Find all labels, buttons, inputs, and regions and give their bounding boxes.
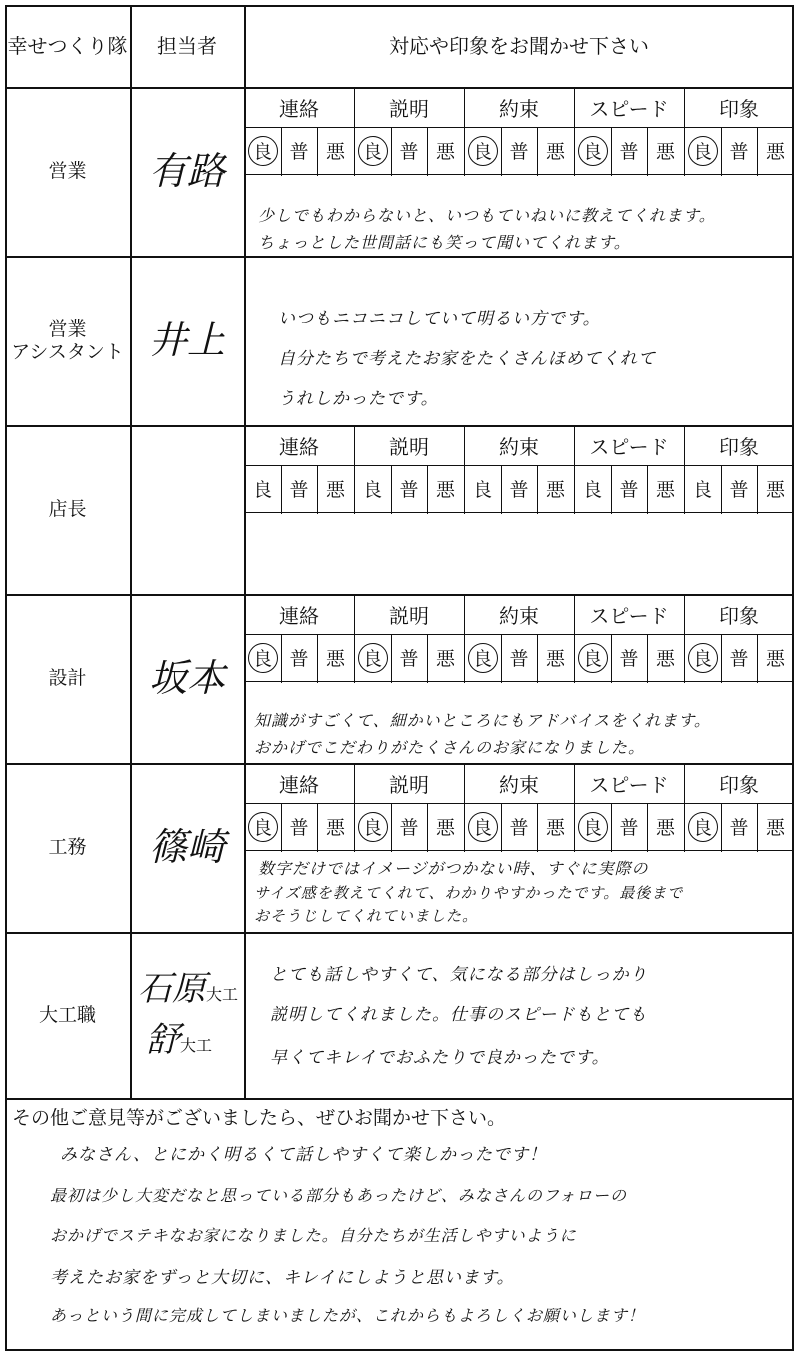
selected-circle (248, 812, 278, 842)
category-label: スピード (589, 434, 669, 459)
role-carpenter: 大工職 (38, 1003, 96, 1026)
comment-line: 少しでもわからないと、いつもていねいに教えてくれます。 (258, 206, 716, 225)
category-label: 連絡 (279, 434, 319, 459)
category-label: 印象 (719, 603, 759, 628)
option-normal[interactable]: 普 (289, 141, 309, 163)
selected-circle (468, 643, 498, 673)
footer-heading: その他ご意見等がございましたら、ぜひお聞かせ下さい。 (12, 1107, 507, 1129)
option-good[interactable]: 良 (472, 817, 492, 839)
option-normal[interactable]: 普 (619, 817, 639, 839)
carpenter-suffix: 大工 (206, 985, 239, 1005)
option-normal[interactable]: 普 (509, 648, 529, 670)
divider (5, 1098, 794, 1100)
comment-line: 数字だけではイメージがつかない時、すぐに実際の (258, 859, 649, 878)
option-bad[interactable]: 悪 (655, 817, 675, 839)
option-normal[interactable]: 普 (729, 648, 749, 670)
option-normal[interactable]: 普 (729, 479, 749, 501)
option-good[interactable]: 良 (252, 141, 272, 163)
role-line: 営業 (48, 317, 87, 340)
option-normal[interactable]: 普 (289, 817, 309, 839)
option-good[interactable]: 良 (582, 141, 602, 163)
comment-line: 自分たちで考えたお家をたくさんほめてくれて (278, 349, 656, 369)
category-label: スピード (589, 603, 669, 628)
selected-circle (578, 643, 608, 673)
selected-circle (358, 643, 388, 673)
category-label: 約束 (499, 96, 539, 121)
option-good[interactable]: 良 (582, 817, 602, 839)
option-bad[interactable]: 悪 (765, 817, 785, 839)
option-bad[interactable]: 悪 (765, 479, 785, 501)
option-normal[interactable]: 普 (399, 479, 419, 501)
category-label: スピード (589, 96, 669, 121)
footer-line: みなさん、とにかく明るくて話しやすくて楽しかったです！ (60, 1145, 548, 1165)
category-label: スピード (589, 772, 669, 797)
header-person: 担当者 (157, 34, 217, 58)
category-label: 説明 (389, 434, 429, 459)
option-bad[interactable]: 悪 (325, 479, 345, 501)
option-good[interactable]: 良 (362, 479, 382, 501)
option-bad[interactable]: 悪 (435, 817, 455, 839)
option-bad[interactable]: 悪 (435, 141, 455, 163)
option-good[interactable]: 良 (472, 141, 492, 163)
option-bad[interactable]: 悪 (655, 648, 675, 670)
option-bad[interactable]: 悪 (325, 817, 345, 839)
divider (244, 174, 794, 175)
comment-line: いつもニコニコしていて明るい方です。 (278, 309, 601, 329)
option-good[interactable]: 良 (472, 648, 492, 670)
option-bad[interactable]: 悪 (655, 479, 675, 501)
option-normal[interactable]: 普 (399, 141, 419, 163)
footer-line: あっという間に完成してしまいましたが、これからもよろしくお願いします！ (50, 1306, 645, 1325)
header-feedback: 対応や印象をお聞かせ下さい (389, 34, 649, 58)
option-bad[interactable]: 悪 (545, 817, 565, 839)
comment-line: 早くてキレイでおふたりで良かったです。 (270, 1048, 610, 1068)
comment-line: ちょっとした世間話にも笑って聞いてくれます。 (258, 233, 631, 252)
category-label: 約束 (499, 603, 539, 628)
footer-line: 最初は少し大変だなと思っている部分もあったけど、みなさんのフォローの (50, 1186, 628, 1205)
option-bad[interactable]: 悪 (545, 141, 565, 163)
option-good[interactable]: 良 (362, 648, 382, 670)
role-construction: 工務 (48, 836, 87, 859)
selected-circle (358, 136, 388, 166)
comment-line: とても話しやすくて、気になる部分はしっかり (270, 965, 648, 985)
option-bad[interactable]: 悪 (545, 648, 565, 670)
person-construction: 篠崎 (148, 824, 225, 869)
selected-circle (578, 136, 608, 166)
option-bad[interactable]: 悪 (325, 141, 345, 163)
option-bad[interactable]: 悪 (765, 141, 785, 163)
person-sales-assistant: 井上 (148, 317, 225, 362)
selected-circle (578, 812, 608, 842)
selected-circle (358, 812, 388, 842)
rating-block-sales (244, 87, 794, 176)
selected-circle (248, 136, 278, 166)
comment-line: 説明してくれました。仕事のスピードもとても (270, 1005, 648, 1025)
role-store-manager: 店長 (48, 498, 87, 521)
selected-circle (688, 136, 718, 166)
option-good[interactable]: 良 (362, 817, 382, 839)
category-label: 説明 (389, 96, 429, 121)
option-good[interactable]: 良 (582, 479, 602, 501)
comment-line: おそうじしてくれていました。 (254, 907, 479, 925)
option-good[interactable]: 良 (252, 817, 272, 839)
option-good[interactable]: 良 (252, 648, 272, 670)
footer-line: おかげでステキなお家になりました。自分たちが生活しやすいように (50, 1226, 577, 1245)
option-normal[interactable]: 普 (729, 141, 749, 163)
category-label: 印象 (719, 434, 759, 459)
role-line: アシスタント (11, 340, 124, 363)
comment-line: おかげでこだわりがたくさんのお家になりました。 (254, 738, 646, 757)
option-bad[interactable]: 悪 (325, 648, 345, 670)
option-good[interactable]: 良 (362, 141, 382, 163)
option-normal[interactable]: 普 (399, 817, 419, 839)
category-label: 説明 (389, 603, 429, 628)
category-label: 連絡 (279, 96, 319, 121)
option-bad[interactable]: 悪 (545, 479, 565, 501)
person-carpenter (130, 932, 244, 1098)
option-bad[interactable]: 悪 (435, 479, 455, 501)
comment-line: サイズ感を教えてくれて、わかりやすかったです。最後まで (254, 884, 684, 902)
category-label: 連絡 (279, 603, 319, 628)
rating-block-construction (244, 763, 794, 852)
rating-block-design (244, 594, 794, 683)
category-label: 印象 (719, 96, 759, 121)
selected-circle (688, 812, 718, 842)
option-normal[interactable]: 普 (289, 479, 309, 501)
carpenter-2 (146, 1020, 212, 1061)
selected-circle (248, 643, 278, 673)
option-normal[interactable]: 普 (399, 648, 419, 670)
selected-circle (468, 136, 498, 166)
role-sales: 営業 (48, 160, 87, 183)
role-sales-assistant (5, 256, 130, 425)
option-good[interactable]: 良 (582, 648, 602, 670)
comment-line: 知識がすごくて、細かいところにもアドバイスをくれます。 (254, 711, 711, 730)
option-good[interactable]: 良 (252, 479, 272, 501)
option-normal[interactable]: 普 (509, 817, 529, 839)
category-label: 約束 (499, 772, 539, 797)
option-normal[interactable]: 普 (619, 479, 639, 501)
option-normal[interactable]: 普 (619, 648, 639, 670)
role-design: 設計 (48, 667, 87, 690)
option-bad[interactable]: 悪 (655, 141, 675, 163)
comment-line: うれしかったです。 (278, 389, 439, 409)
option-normal[interactable]: 普 (619, 141, 639, 163)
option-good[interactable]: 良 (692, 479, 712, 501)
category-label: 印象 (719, 772, 759, 797)
carpenter-name: 石原 (138, 969, 206, 1010)
selected-circle (468, 812, 498, 842)
option-good[interactable]: 良 (692, 648, 712, 670)
category-label: 約束 (499, 434, 539, 459)
option-normal[interactable]: 普 (729, 817, 749, 839)
carpenter-suffix: 大工 (180, 1036, 213, 1055)
person-design: 坂本 (148, 655, 225, 700)
divider (244, 850, 794, 851)
divider (244, 512, 794, 513)
option-good[interactable]: 良 (692, 817, 712, 839)
option-normal[interactable]: 普 (289, 648, 309, 670)
carpenter-1 (138, 969, 238, 1010)
option-good[interactable]: 良 (472, 479, 492, 501)
category-label: 説明 (389, 772, 429, 797)
carpenter-name: 舒 (146, 1020, 180, 1060)
option-bad[interactable]: 悪 (435, 648, 455, 670)
option-bad[interactable]: 悪 (765, 648, 785, 670)
header-team: 幸せつくり隊 (7, 34, 128, 58)
person-sales: 有路 (148, 148, 225, 193)
option-good[interactable]: 良 (692, 141, 712, 163)
rating-block-store-manager (244, 425, 794, 514)
footer-line: 考えたお家をずっと大切に、キレイにしようと思います。 (50, 1268, 515, 1288)
option-normal[interactable]: 普 (509, 141, 529, 163)
divider (244, 681, 794, 682)
selected-circle (688, 643, 718, 673)
option-normal[interactable]: 普 (509, 479, 529, 501)
category-label: 連絡 (279, 772, 319, 797)
